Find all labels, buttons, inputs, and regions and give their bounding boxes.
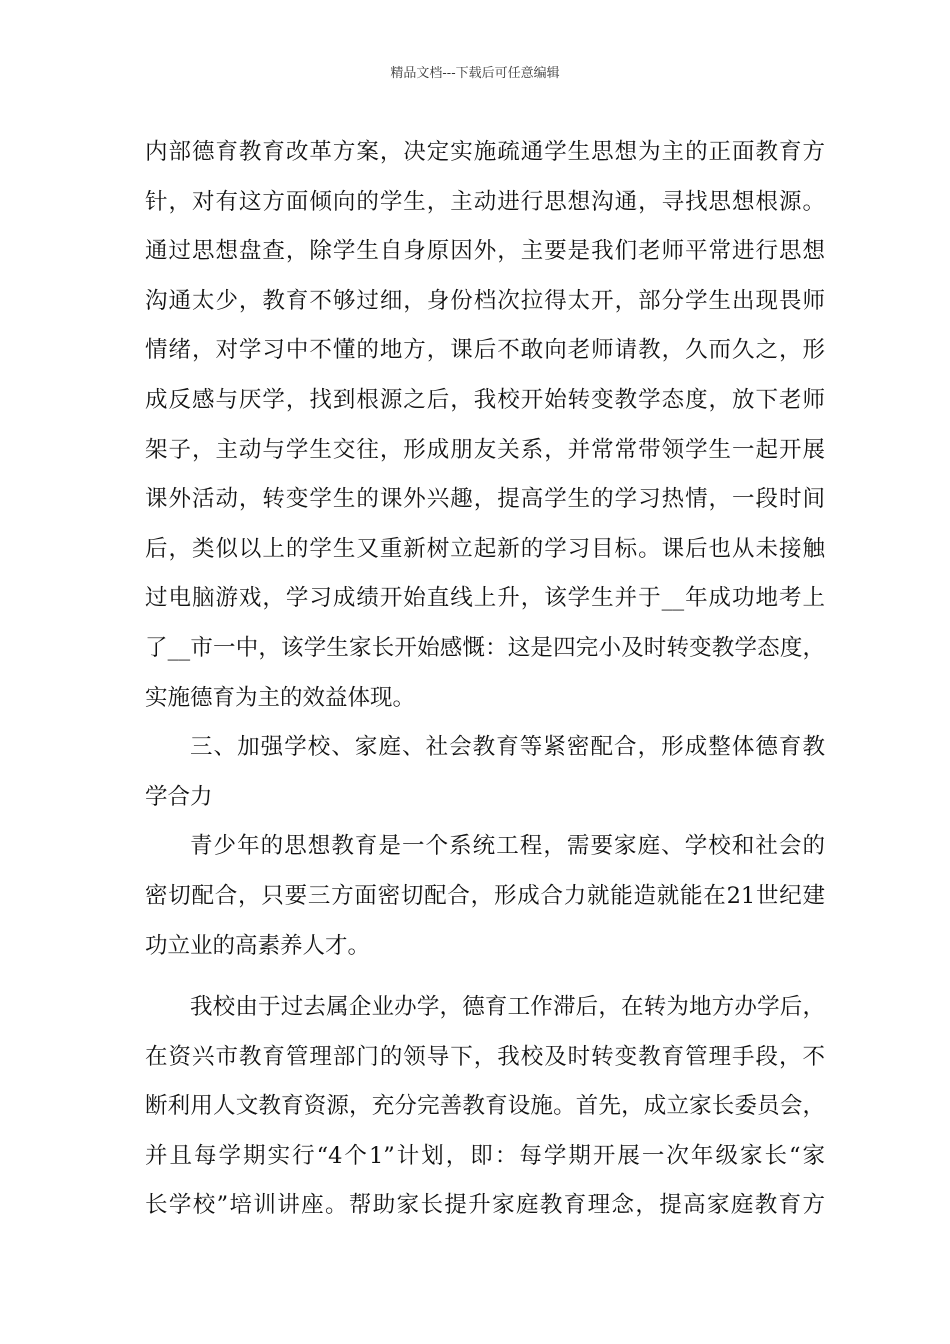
- text-line: 针，对有这方面倾向的学生，主动进行思想沟通，寻找思想根源。: [145, 188, 825, 215]
- text-line: 过电脑游戏，学习成绩开始直线上升，该学生并于__年成功地考上: [145, 585, 825, 612]
- text-line: 课外活动，转变学生的课外兴趣，提高学生的学习热情，一段时间: [145, 486, 825, 513]
- text-line: 沟通太少，教育不够过细，身份档次拉得太开，部分学生出现畏师: [145, 287, 825, 314]
- text-line: 长学校”培训讲座。帮助家长提升家庭教育理念，提高家庭教育方: [145, 1192, 825, 1219]
- text-line: 了__市一中，该学生家长开始感慨：这是四完小及时转变教学态度，: [145, 634, 825, 661]
- text-line: 架子，主动与学生交往，形成朋友关系，并常常带领学生一起开展: [145, 436, 825, 463]
- text-line: 内部德育教育改革方案，决定实施疏通学生思想为主的正面教育方: [145, 139, 825, 165]
- text-line: 情绪，对学习中不懂的地方，课后不敢向老师请教，久而久之，形: [145, 337, 825, 364]
- text-line: 密切配合，只要三方面密切配合，形成合力就能造就能在21世纪建: [145, 882, 825, 909]
- text-line: 断利用人文教育资源，充分完善教育设施。首先，成立家长委员会，: [145, 1093, 825, 1120]
- document-body: [145, 128, 825, 1231]
- text-line: 成反感与厌学，找到根源之后，我校开始转变教学态度，放下老师: [145, 386, 825, 413]
- text-line: 我校由于过去属企业办学，德育工作滞后，在转为地方办学后，: [190, 994, 825, 1021]
- text-line: 青少年的思想教育是一个系统工程，需要家庭、学校和社会的: [190, 833, 825, 860]
- paragraph: [145, 128, 825, 723]
- text-line: 学合力: [145, 783, 213, 810]
- text-line: 后，类似以上的学生又重新树立起新的学习目标。课后也从未接触: [145, 535, 825, 562]
- text-line: 并且每学期实行“4个1”计划，即：每学期开展一次年级家长“家: [145, 1142, 825, 1169]
- paragraph: [145, 822, 825, 971]
- page-header: 精品文档---下载后可任意编辑: [390, 66, 560, 81]
- text-line: 实施德育为主的效益体现。: [145, 684, 416, 711]
- text-line: 在资兴市教育管理部门的领导下，我校及时转变教育管理手段，不: [145, 1043, 825, 1070]
- text-line: 通过思想盘查，除学生自身原因外，主要是我们老师平常进行思想: [145, 238, 825, 265]
- text-line: 功立业的高素养人才。: [145, 932, 371, 959]
- section-heading: [145, 723, 825, 822]
- text-line: 三、加强学校、家庭、社会教育等紧密配合，形成整体德育教: [190, 734, 825, 761]
- paragraph: [145, 983, 825, 1231]
